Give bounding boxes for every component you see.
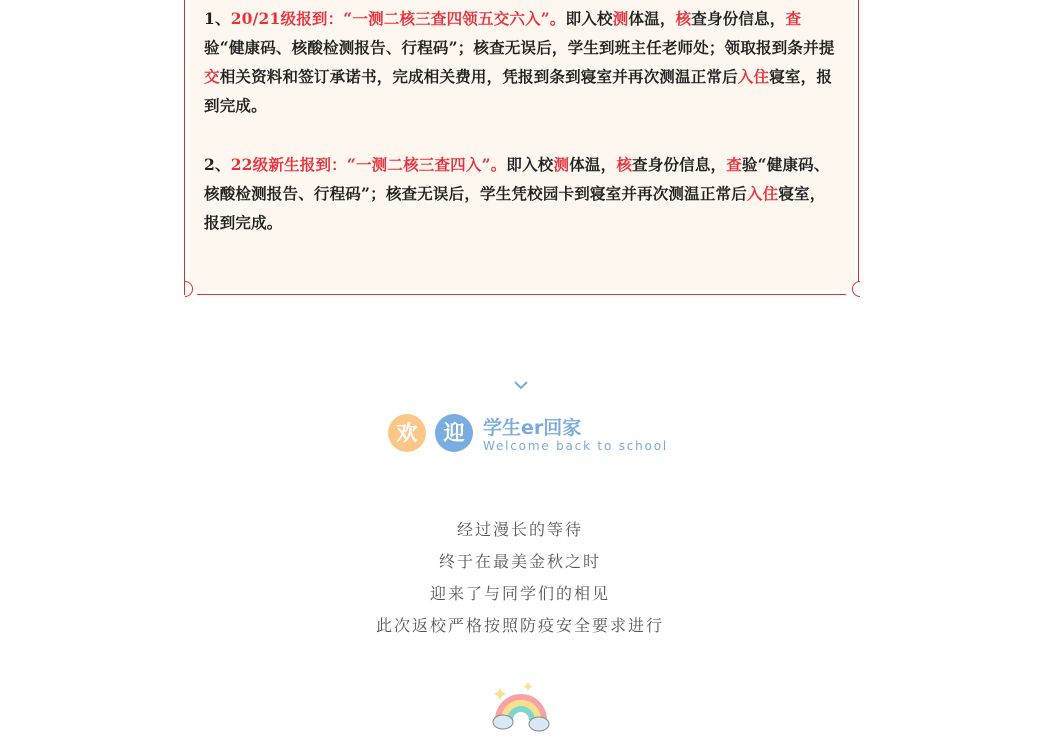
poem-line: 终于在最美金秋之时 [438,552,601,571]
chevron-down-icon [514,380,528,390]
highlight: 查 [726,155,742,174]
poem-line: 经过漫长的等待 [456,520,583,539]
text: 查身份信息， [632,155,727,174]
highlight: 入住 [737,67,770,86]
welcome-badge-huan: 欢 [388,414,426,452]
highlight: 查 [785,9,802,28]
highlight: 交 [204,67,220,86]
scallop-corner-left [177,281,193,297]
scallop-corner-right [852,281,868,297]
item-number: 1、 [204,9,231,28]
text: 体温， [569,155,617,174]
poem-line: 此次返校严格按照防疫安全要求进行 [375,616,664,635]
text: 相关资料和签订承诺书，完成相关费用，凭报到条到寝室并再次测温正常后 [219,67,738,86]
poem-block [300,514,740,642]
item-heading: 20/21级报到：“一测二核三查四领五交六入”。 [230,9,566,28]
highlight: 测 [612,9,629,28]
welcome-badge-ying: 迎 [435,414,473,452]
text: 寝室，报到完成。 [204,184,826,232]
registration-item-2 [204,150,840,237]
highlight: 核 [616,155,633,174]
text: 体温， [628,9,676,28]
text: 验“健康码、核酸检测报告、行程码”；核查无误后，学生凭校园卡到寝室并再次测温正常后 [204,155,830,203]
highlight: 核 [675,9,692,28]
item-heading: 22级新生报到：“一测二核三查四入”。 [230,155,507,174]
welcome-title: 学生er回家 [483,417,582,439]
text: 寝室，报到完成。 [204,67,833,115]
poem-line: 迎来了与同学们的相见 [429,584,610,603]
text: 查身份信息， [691,9,786,28]
rainbow-cloud-icon [490,680,552,732]
highlight: 测 [553,155,570,174]
welcome-subtitle: Welcome back to school [483,439,668,453]
item-number: 2、 [204,155,231,174]
registration-item-1 [204,4,840,120]
text: 即入校 [506,155,554,174]
text: 验“健康码、核酸检测报告、行程码”；核查无误后，学生到班主任老师处；领取报到条并提 [204,38,835,57]
text: 即入校 [565,9,613,28]
notice-card-bottom-border [197,294,846,295]
highlight: 入住 [746,184,779,203]
